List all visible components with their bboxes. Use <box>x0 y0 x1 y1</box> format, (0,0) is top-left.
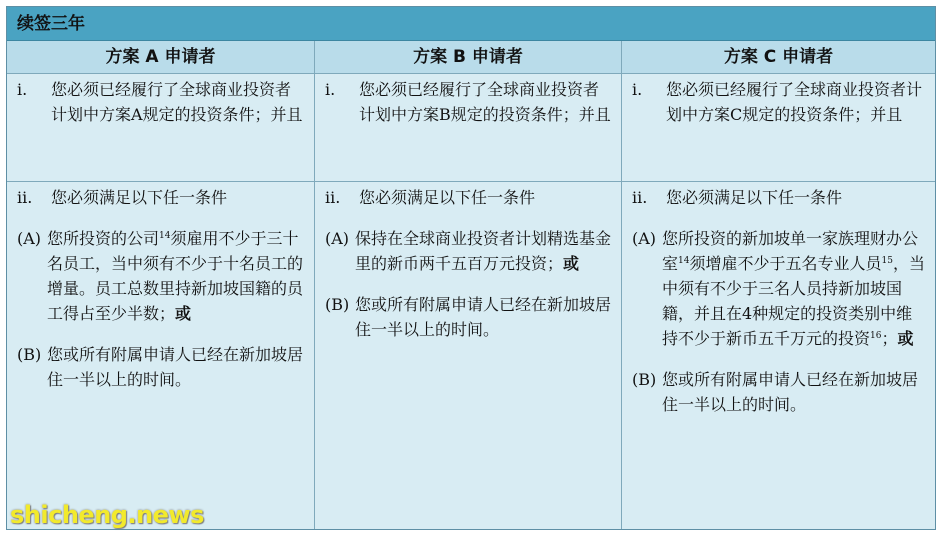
option-label: (B) <box>325 295 350 314</box>
condition-ii-cell-a <box>7 182 314 529</box>
option-a-text <box>47 226 304 326</box>
or-keyword: 或 <box>563 254 580 273</box>
option-a <box>632 226 925 351</box>
site-watermark: shicheng.news <box>10 501 204 529</box>
option-b-text: 您或所有附属申请人已经在新加坡居住一半以上的时间。 <box>662 370 919 414</box>
option-b <box>17 342 304 392</box>
condition-i-cell-c <box>622 74 935 182</box>
footnote-ref: 14 <box>678 256 690 266</box>
condition-i-cell-b <box>315 74 621 182</box>
option-a-text <box>662 226 925 351</box>
option-a-text-part: ； <box>881 329 898 348</box>
column-header-b: 方案 B 申请者 <box>315 41 621 74</box>
column-scheme-a <box>7 41 315 529</box>
condition-ii-text: 您必须满足以下任一条件 <box>666 188 843 207</box>
option-b-text: 您或所有附属申请人已经在新加坡居住一半以上的时间。 <box>47 345 304 389</box>
condition-ii-cell-c <box>622 182 935 529</box>
option-a-text-part: 须增雇不少于五名专业人员 <box>689 254 882 273</box>
condition-i-cell-a <box>7 74 314 182</box>
table-title: 续签三年 <box>7 7 935 41</box>
option-label: (B) <box>632 370 657 389</box>
option-label: (A) <box>632 229 657 248</box>
option-label: (A) <box>325 229 350 248</box>
or-keyword: 或 <box>175 304 192 323</box>
item-number: ii. <box>325 188 341 207</box>
option-a-text-part: ，当中须有不少于三名人员持新加坡国籍，并且在4种规定的投资类别中维持不少于新币五千万元的投资 <box>662 254 925 348</box>
column-scheme-c <box>622 41 935 529</box>
condition-i-text: 您必须已经履行了全球商业投资者计划中方案C规定的投资条件；并且 <box>666 80 923 124</box>
condition-ii-text: 您必须满足以下任一条件 <box>51 188 228 207</box>
item-number: i. <box>325 80 336 99</box>
option-label: (A) <box>17 229 42 248</box>
condition-i-text: 您必须已经履行了全球商业投资者计划中方案A规定的投资条件；并且 <box>51 80 303 124</box>
condition-ii-cell-b <box>315 182 621 529</box>
column-scheme-b <box>315 41 622 529</box>
item-number: i. <box>17 80 28 99</box>
option-a <box>17 226 304 326</box>
option-b <box>632 367 925 417</box>
option-a-text-part: 您所投资的公司 <box>47 229 160 248</box>
option-a-text-part: 须雇用不少于三十名员工，当中须有不少于十名员工的增量。员工总数里持新加坡国籍的员工得占至少半数； <box>47 229 304 323</box>
item-number: ii. <box>632 188 648 207</box>
footnote-ref: 15 <box>881 256 893 266</box>
option-a-text-part: 您所投资的新加坡单一家族理财办公室 <box>662 229 919 273</box>
condition-i-text: 您必须已经履行了全球商业投资者计划中方案B规定的投资条件；并且 <box>359 80 611 124</box>
option-a <box>325 226 611 276</box>
option-a-text-part: 保持在全球商业投资者计划精选基金里的新币两千五百万元投资； <box>355 229 612 273</box>
item-number: ii. <box>17 188 33 207</box>
option-b-text: 您或所有附属申请人已经在新加坡居住一半以上的时间。 <box>355 295 612 339</box>
or-keyword: 或 <box>897 329 914 348</box>
option-a-text <box>355 226 611 276</box>
footnote-ref: 14 <box>159 231 171 241</box>
renewal-table <box>6 6 936 530</box>
column-header-c: 方案 C 申请者 <box>622 41 935 74</box>
column-header-a: 方案 A 申请者 <box>7 41 314 74</box>
option-label: (B) <box>17 345 42 364</box>
footnote-ref: 16 <box>870 331 882 341</box>
condition-ii-text: 您必须满足以下任一条件 <box>359 188 536 207</box>
option-b <box>325 292 611 342</box>
item-number: i. <box>632 80 643 99</box>
